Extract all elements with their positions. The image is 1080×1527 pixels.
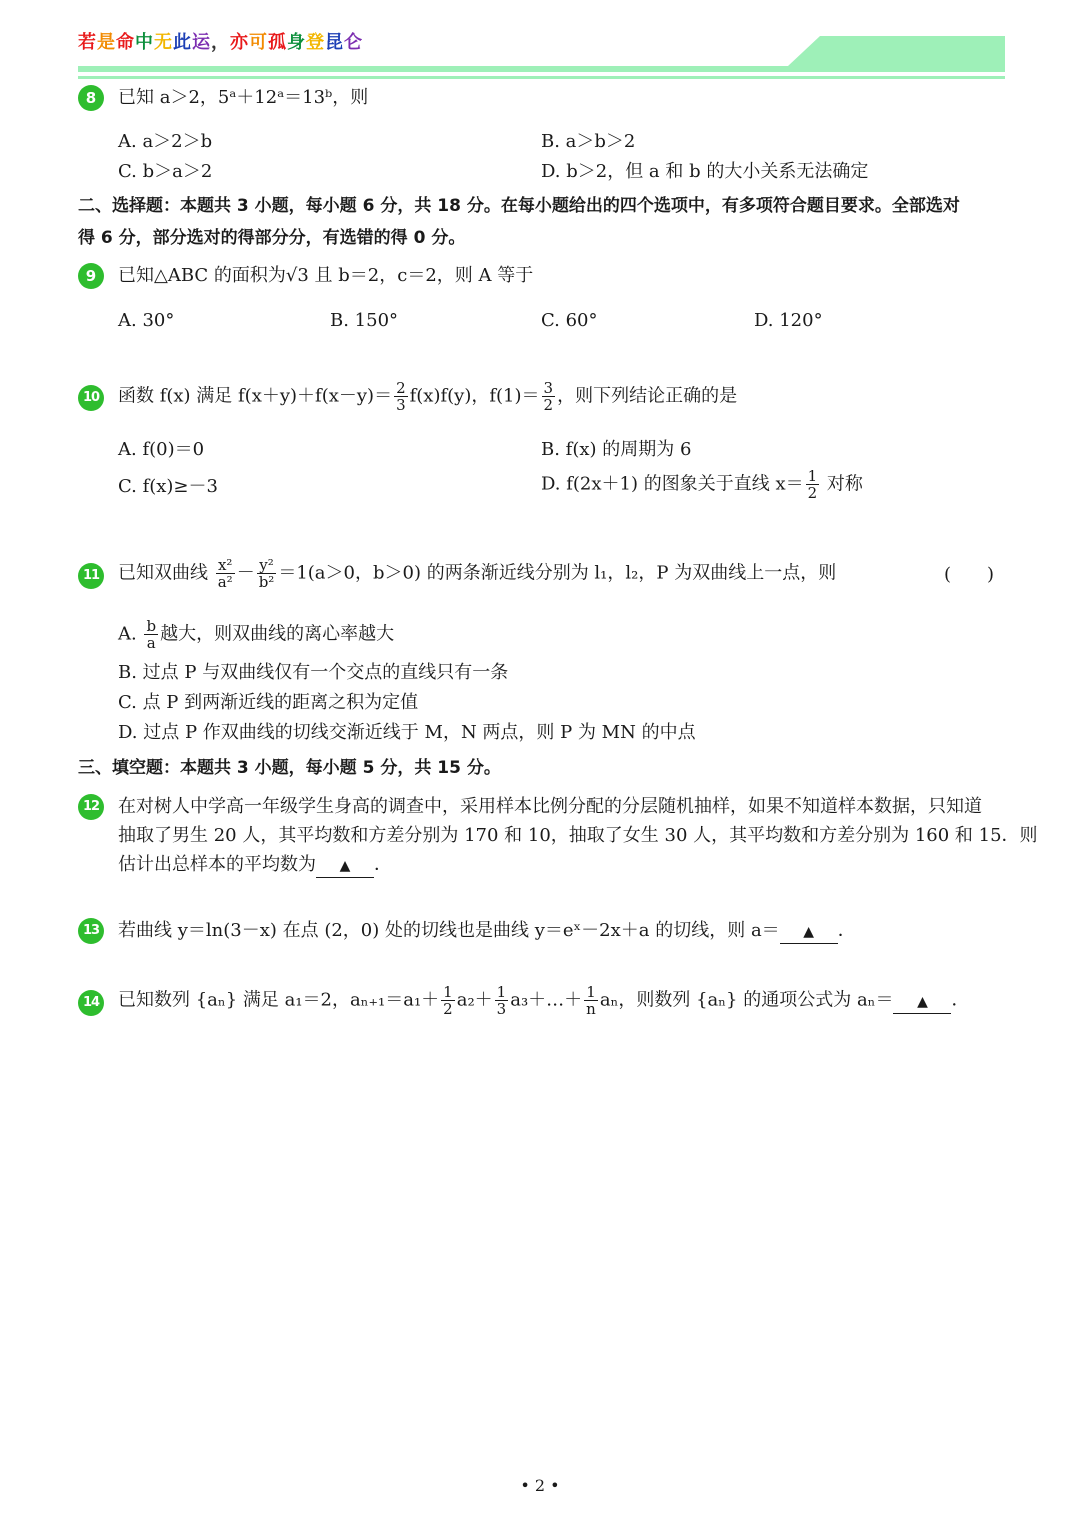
- q10-fraction-2-numerator: 3: [543, 379, 554, 397]
- question-number-14: 14: [78, 990, 104, 1016]
- q14-answer-blank[interactable]: ▲: [893, 991, 951, 1014]
- q11-option-a: [118, 618, 394, 651]
- q10-fraction-1-numerator: 2: [396, 379, 406, 397]
- q10-stem: [118, 380, 737, 413]
- q14-fraction-2-numerator: 1: [496, 983, 507, 1001]
- banner-line: [78, 66, 1005, 72]
- q14-fraction-3-numerator: 1: [584, 984, 598, 1001]
- q8-option-c: C. b＞a＞2: [118, 161, 213, 182]
- q14-fraction-1: [441, 984, 455, 1017]
- q11-option-a-fraction: [144, 618, 158, 651]
- motto-char: 身: [287, 32, 306, 53]
- q10-option-d-numerator: 1: [807, 467, 818, 485]
- motto-char: 登: [306, 32, 325, 53]
- q10-fraction-1: [394, 380, 408, 413]
- q12-line-3-text: 估计出总样本的平均数为: [118, 854, 316, 875]
- q11-fraction-y-denominator: b²: [258, 573, 275, 591]
- q8-option-d: D. b＞2，但 a 和 b 的大小关系无法确定: [541, 161, 869, 182]
- q10-option-a: A. f(0)＝0: [118, 439, 205, 460]
- q10-stem-part-b: f(x)f(y)，f(1)＝: [409, 385, 540, 407]
- motto-char: 中: [135, 32, 154, 53]
- motto-char: 运: [192, 32, 211, 53]
- q12-answer-blank[interactable]: ▲: [316, 855, 374, 878]
- q12-end: ．: [374, 854, 392, 875]
- header-banner: [0, 30, 1080, 90]
- q8-option-a: A. a＞2＞b: [118, 131, 213, 152]
- q13-stem: [118, 917, 856, 945]
- q9-option-c: C. 60°: [541, 310, 598, 331]
- motto-char: 此: [173, 32, 192, 53]
- q14-stem-part-c: a₃＋…＋: [510, 989, 583, 1011]
- q10-option-d-denominator: 2: [807, 484, 818, 502]
- q14-stem-part-a: 已知数列 {aₙ} 满足 a₁＝2，aₙ₊₁＝a₁＋: [118, 989, 440, 1011]
- q10-fraction-1-denominator: 3: [396, 396, 406, 414]
- q8-stem: 已知 a＞2，5ᵃ＋12ᵃ＝13ᵇ，则: [118, 87, 369, 108]
- q10-option-d-part-a: D. f(2x＋1) 的图象关于直线 x＝: [541, 473, 804, 495]
- question-number-13: 13: [78, 918, 104, 944]
- q11-stem-part-b: ＝1(a＞0，b＞0) 的两条渐近线分别为 l₁，l₂，P 为双曲线上一点，则: [278, 562, 837, 584]
- q12-line-2: 抽取了男生 20 人，其平均数和方差分别为 170 和 10，抽取了女生 30 人，其平均数和方差分别为 160 和 15．则: [118, 825, 1038, 846]
- q10-option-d-fraction: [806, 468, 820, 501]
- q14-end: ．: [951, 989, 970, 1011]
- q9-option-a: A. 30°: [118, 310, 175, 331]
- q10-option-b: B. f(x) 的周期为 6: [541, 439, 692, 460]
- motto-char: 若: [78, 32, 97, 53]
- q14-fraction-3: [584, 984, 598, 1017]
- motto-char: 无: [154, 32, 173, 53]
- q11-stem-part-a: 已知双曲线: [118, 562, 208, 584]
- question-number-9: 9: [78, 263, 104, 289]
- q9-option-b: B. 150°: [330, 310, 399, 331]
- q10-option-c: C. f(x)≥－3: [118, 476, 218, 497]
- q14-fraction-2-denominator: 3: [496, 1000, 507, 1018]
- q11-option-a-label: A.: [118, 623, 137, 645]
- section-2-line-2: 得 6 分，部分选对的得部分分，有选错的得 0 分。: [78, 228, 466, 248]
- q11-fraction-x-numerator: x²: [216, 557, 235, 574]
- q13-end: ．: [837, 920, 856, 941]
- page-number: • 2 •: [520, 1476, 560, 1495]
- q11-answer-paren: ( ): [944, 564, 995, 585]
- page-header: [0, 0, 1080, 90]
- q13-stem-text: 若曲线 y＝ln(3－x) 在点 (2，0) 处的切线也是曲线 y＝eˣ－2x＋a 的切线，则 a＝: [118, 920, 780, 941]
- question-number-11: 11: [78, 563, 104, 589]
- q12-line-3: [118, 851, 392, 879]
- q12-line-1: 在对树人中学高一年级学生身高的调查中，采用样本比例分配的分层随机抽样，如果不知道样本数据，只知道: [118, 796, 982, 817]
- q10-stem-part-a: 函数 f(x) 满足 f(x＋y)＋f(x－y)＝: [118, 385, 393, 407]
- q10-fraction-2-denominator: 2: [543, 396, 554, 414]
- q9-stem: 已知△ABC 的面积为√3 且 b＝2，c＝2，则 A 等于: [118, 265, 534, 286]
- banner-tab: [788, 36, 1005, 66]
- q14-stem-part-b: a₂＋: [456, 989, 493, 1011]
- q14-fraction-1-numerator: 1: [443, 983, 453, 1001]
- question-number-12: 12: [78, 794, 104, 820]
- q11-option-a-numerator: b: [146, 617, 157, 635]
- q11-option-a-denominator: a: [146, 634, 156, 652]
- q14-fraction-1-denominator: 2: [443, 1000, 453, 1018]
- q14-fraction-2: [495, 984, 509, 1017]
- q8-option-b: B. a＞b＞2: [541, 131, 636, 152]
- motto-char: 昆: [325, 32, 344, 53]
- motto-char: 可: [249, 32, 268, 53]
- q13-answer-blank[interactable]: ▲: [780, 921, 838, 944]
- q11-option-d: D. 过点 P 作双曲线的切线交渐近线于 M，N 两点，则 P 为 MN 的中点: [118, 722, 696, 743]
- q9-option-d: D. 120°: [754, 310, 823, 331]
- q11-fraction-x-denominator: a²: [217, 573, 233, 591]
- q10-stem-part-c: ，则下列结论正确的是: [557, 385, 738, 407]
- q11-option-c: C. 点 P 到两渐近线的距离之积为定值: [118, 692, 419, 713]
- q10-option-d: [541, 468, 863, 501]
- q11-stem: [118, 557, 836, 590]
- q10-option-d-part-b: 对称: [821, 473, 863, 495]
- q14-stem-part-d: aₙ，则数列 {aₙ} 的通项公式为 aₙ＝: [599, 989, 894, 1011]
- section-2-heading: [78, 190, 1008, 254]
- motto-char: 命: [116, 32, 135, 53]
- q11-fraction-x: [216, 557, 235, 590]
- q14-stem: [118, 984, 969, 1017]
- question-number-8: 8: [78, 85, 104, 111]
- q14-fraction-3-denominator: n: [586, 1000, 596, 1018]
- motto-char: 仑: [344, 32, 363, 53]
- section-2-line-1: 二、选择题：本题共 3 小题，每小题 6 分，共 18 分。在每小题给出的四个选项中，有多项符合题目要求。全部选对: [78, 196, 960, 216]
- q10-fraction-2: [542, 380, 556, 413]
- question-number-10: 10: [78, 385, 104, 411]
- motto-char: 是: [97, 32, 116, 53]
- q11-fraction-y: [257, 557, 277, 590]
- q11-fraction-y-numerator: y²: [257, 557, 277, 574]
- q11-option-a-text: 越大，则双曲线的离心率越大: [160, 623, 395, 645]
- q11-minus: －: [236, 562, 255, 584]
- motto-char: 亦: [230, 32, 249, 53]
- banner-line-thin: [78, 76, 1005, 79]
- section-3-heading: 三、填空题：本题共 3 小题，每小题 5 分，共 15 分。: [78, 758, 501, 778]
- motto-char: 孤: [268, 32, 287, 53]
- motto-char: ，: [211, 32, 230, 53]
- q11-option-b: B. 过点 P 与双曲线仅有一个交点的直线只有一条: [118, 662, 509, 683]
